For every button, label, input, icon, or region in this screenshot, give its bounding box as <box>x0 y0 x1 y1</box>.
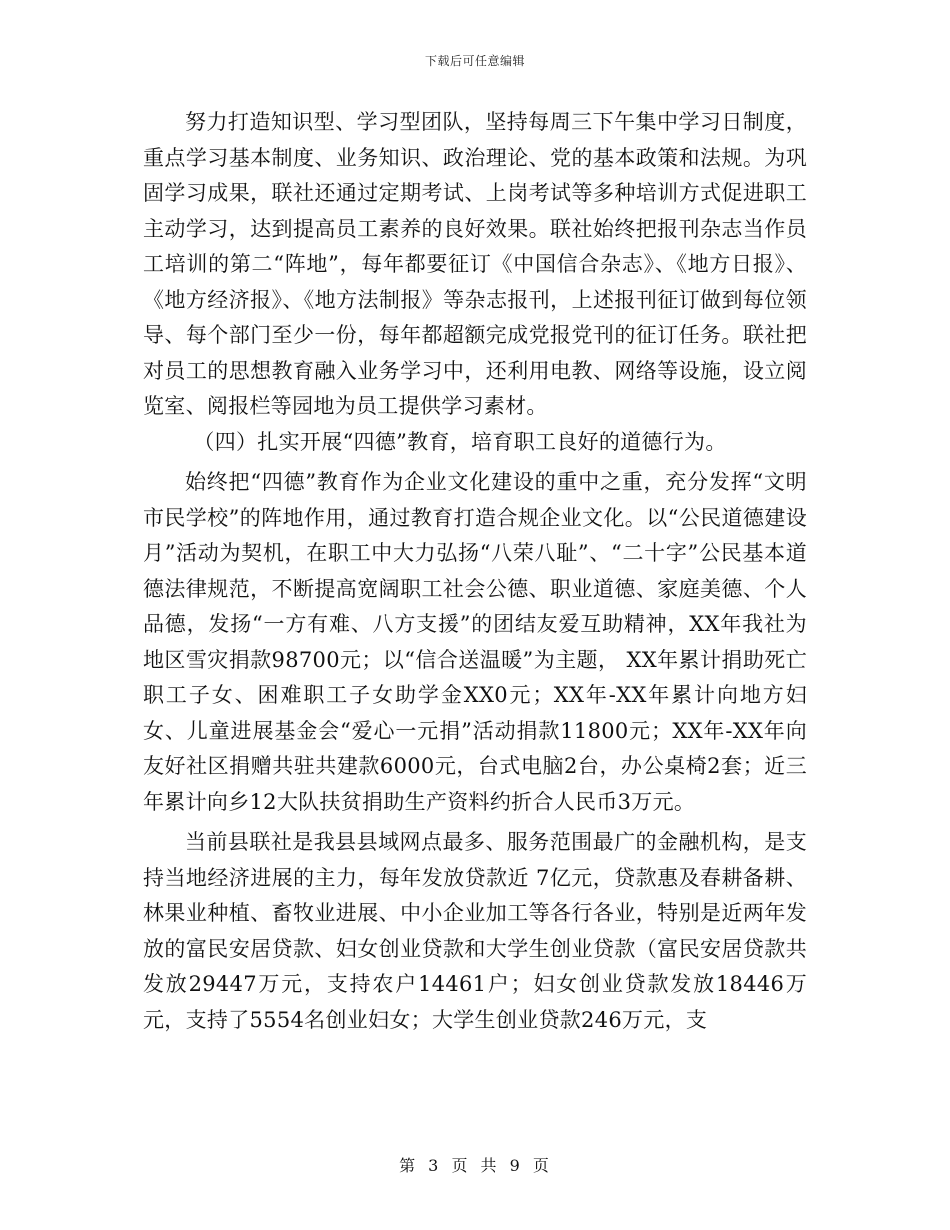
page-number: 第 3 页 共 9 页 <box>399 1156 551 1175</box>
page-header-note: 下载后可任意编辑 <box>424 54 525 68</box>
paragraph-study-training: 努力打造知识型、学习型团队，坚持每周三下午集中学习日制度，重点学习基本制度、业务知识、政治理论、党的基本政策和法规。为巩固学习成果，联社还通过定期考试、上岗考试等多种培训方式促进职工主动学习，达到提高员工素养的良好效果。联社始终把报刊杂志当作员工培训的第二“阵地”，每年都要征订《中国信合杂志》、《地方日报》、《地方经济报》、《地方法制报》等杂志报刊，上述报刊征订做到每位领导、每个部门至少一份，每年都超额完成党报党刊的征订任务。联社把对员工的思想教育融入业务学习中，还利用电教、网络等设施，设立阅览室、阅报栏等园地为员工提供学习素材。 <box>143 110 807 418</box>
document-body <box>143 105 807 1038</box>
section-heading-four-virtues: （四）扎实开展“四德”教育，培育职工良好的道德行为。 <box>193 429 727 454</box>
paragraph-loans: 当前县联社是我县县域网点最多、服务范围最广的金融机构，是支持当地经济进展的主力，每年发放贷款近 7亿元，贷款惠及春耕备耕、林果业种植、畜牧业进展、中小企业加工等各行各业，特别是近两年发放的富民安居贷款、妇女创业贷款和大学生创业贷款（富民安居贷款共发放29447万元，支持农户14461户；妇女创业贷款发放18446万元，支持了5554名创业妇女；大学生创业贷款246万元，支 <box>143 830 807 1032</box>
paragraph-moral-education: 始终把“四德”教育作为企业文化建设的重中之重，充分发挥“文明市民学校”的阵地作用，通过教育打造合规企业文化。以“公民道德建设月”活动为契机，在职工中大力弘扬“八荣八耻”、“二十字”公民基本道德法律规范，不断提高宽阔职工社会公德、职业道德、家庭美德、个人品德，发扬“一方有难、八方支援”的团结友爱互助精神，XX年我社为地区雪灾捐款98700元；以“信合送温暖”为主题， XX年累计捐助死亡职工子女、困难职工子女助学金XX0元；XX年-XX年累计向地方妇女、儿童进展基金会“爱心一元捐”活动捐款11800元；XX年-XX年向友好社区捐赠共驻共建款6000元，台式电脑2台，办公桌椅2套；近三年累计向乡12大队扶贫捐助生产资料约折合人民币3万元。 <box>143 470 807 814</box>
